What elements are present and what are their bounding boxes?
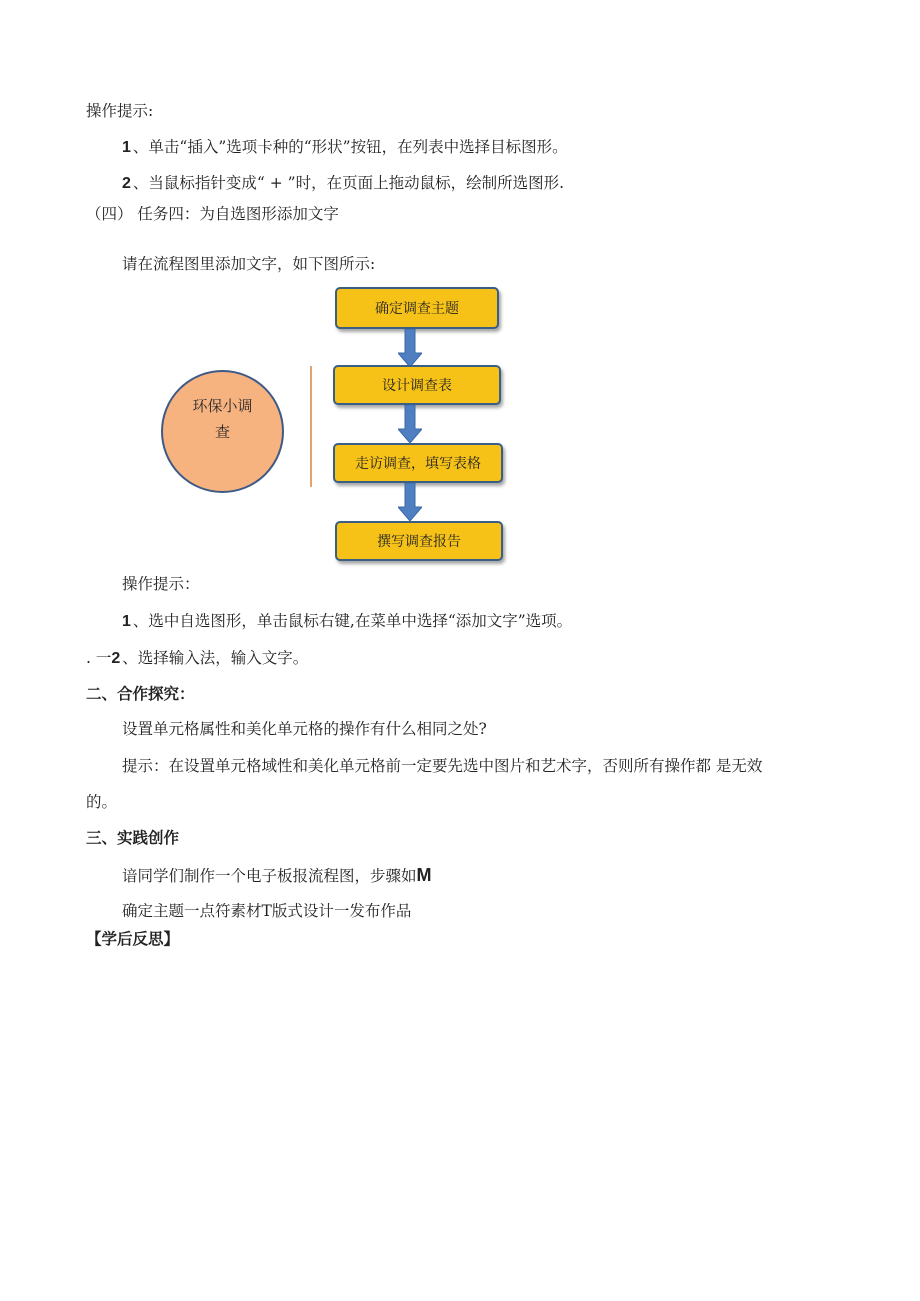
step-prefix: . 一 — [86, 649, 112, 667]
flow-step-box: 走访调查，填写表格 — [333, 443, 503, 483]
down-arrow-icon — [398, 329, 422, 367]
cooperate-hint: 提示：在设置单元格域性和美化单元格前一定要先选中图片和艺术字，否则所有操作都 是无效 — [122, 757, 763, 775]
instruction-step-1 — [122, 137, 568, 158]
practice-text: 谙同学们制作一个电子板报流程图，步骤如 — [122, 867, 417, 885]
down-arrow-icon — [398, 483, 422, 521]
instruction-heading-2: 操作提示： — [122, 575, 200, 593]
step-number: 1 — [122, 613, 131, 630]
flow-step-box: 设计调查表 — [333, 365, 501, 405]
step-number: 1 — [122, 139, 131, 156]
topic-circle-text — [161, 393, 284, 445]
flow-step-box: 确定调查主题 — [335, 287, 499, 329]
circle-text-line: 环保小调 — [192, 397, 253, 415]
section-heading-reflection: 【学后反思】 — [86, 930, 180, 948]
section-heading-practice: 三、实践创作 — [86, 829, 180, 847]
circle-text-line: 查 — [214, 423, 230, 441]
step-number: 2 — [122, 175, 131, 192]
section-heading-cooperate: 二、合作探究： — [86, 685, 195, 703]
instruction-step-2b — [86, 648, 308, 669]
flowchart-intro: 请在流程图里添加文字，如下图所示: — [122, 255, 376, 273]
practice-instruction — [122, 865, 434, 886]
flow-step-box: 撰写调查报告 — [335, 521, 503, 561]
cooperate-question: 设置单元格属性和美化单元格的操作有什么相同之处? — [122, 720, 487, 738]
down-arrow-icon — [398, 405, 422, 443]
cooperate-hint-cont: 的。 — [86, 793, 118, 811]
instruction-step-1b — [122, 611, 572, 632]
instruction-step-2 — [122, 173, 564, 194]
task-four-heading: （四） 任务四：为自选图形添加文字 — [86, 205, 339, 223]
step-text: 、选中自选图形，单击鼠标右键,在菜单中选择“添加文字”选项。 — [132, 612, 573, 630]
practice-steps: 确定主题一点符素材T版式设计一发布作品 — [122, 902, 412, 920]
instruction-heading-1: 操作提示: — [86, 102, 154, 120]
step-text: 、单击“插入”选项卡种的“形状”按钮，在列表中选择目标图形。 — [132, 138, 568, 156]
bracket-line — [310, 366, 312, 487]
step-number: 2 — [111, 650, 121, 667]
practice-tail: M — [416, 865, 432, 885]
step-text: 、选择输入法，输入文字。 — [122, 649, 309, 667]
step-text: 、当鼠标指针变成“ + ”时，在页面上拖动鼠标，绘制所选图形. — [132, 174, 565, 192]
